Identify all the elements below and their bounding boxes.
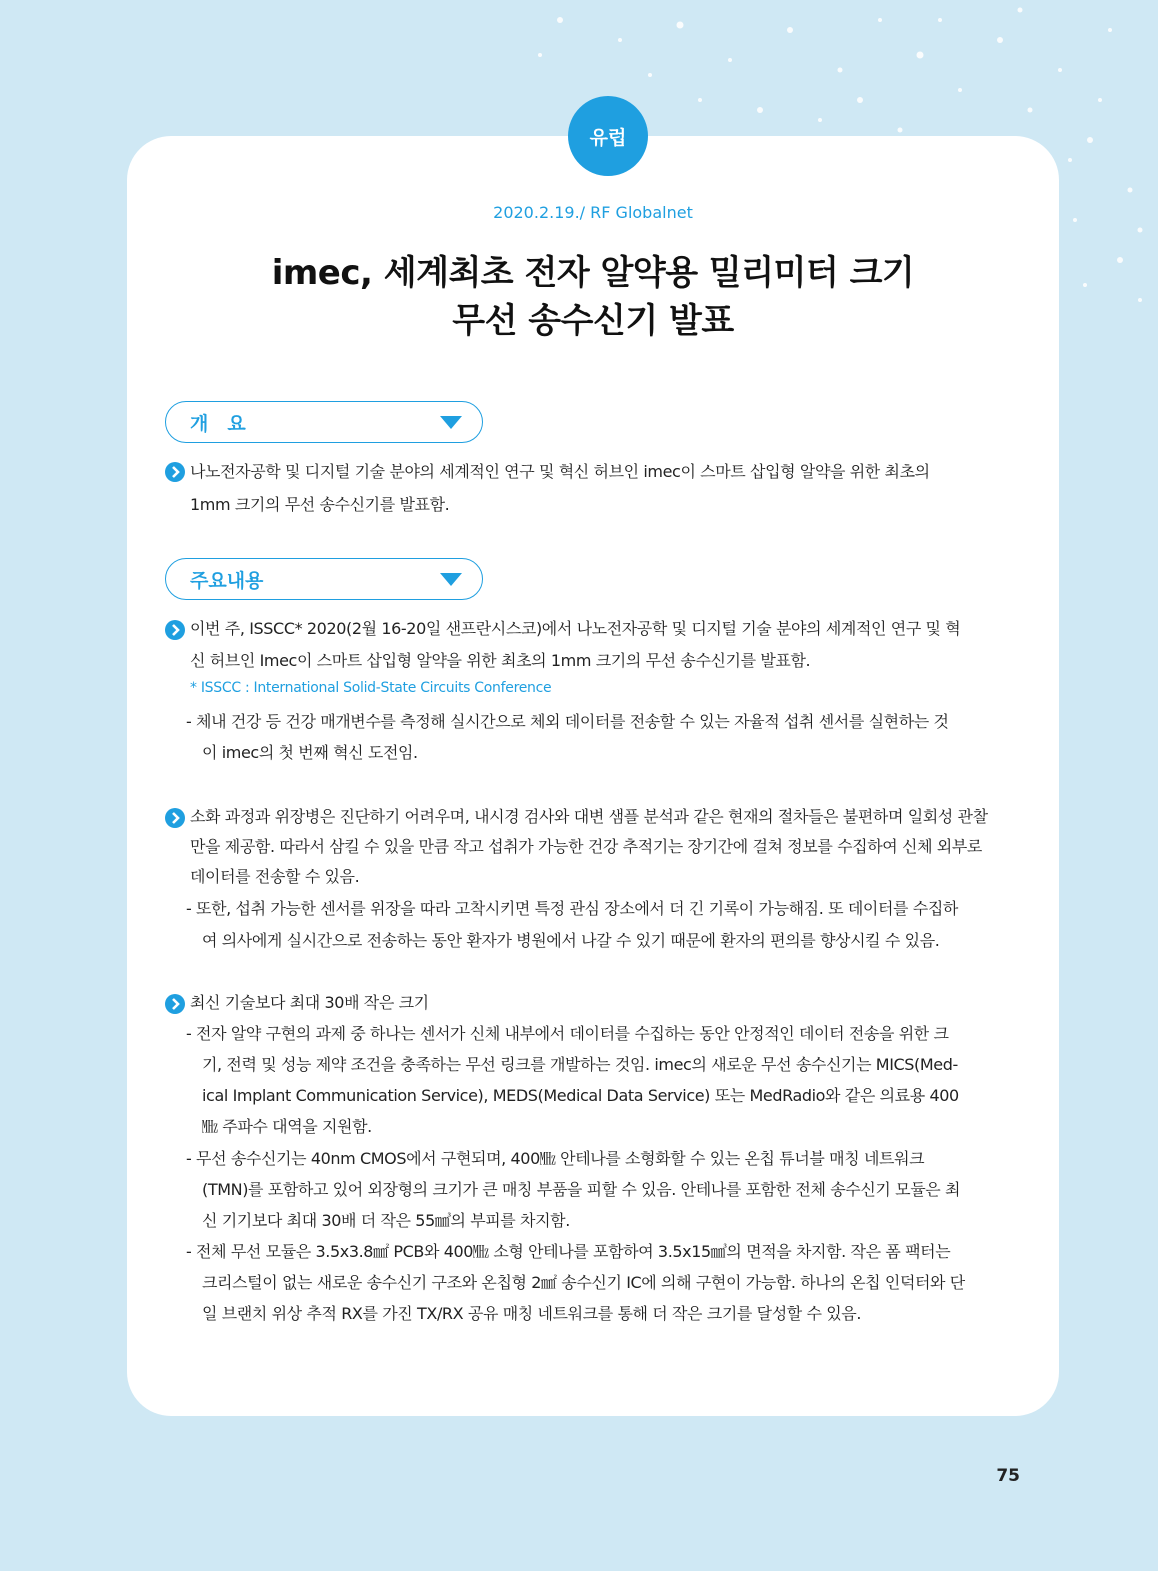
article-title — [127, 249, 1059, 345]
main-bullet-3-sub-3-line-3: 일 브랜치 위상 추적 RX를 가진 TX/RX 공유 매칭 네트워크를 통해 더 작은 크기를 달성할 수 있음. — [202, 1304, 862, 1323]
main-bullet-3-sub-1-line-2: 기, 전력 및 성능 제약 조건을 충족하는 무선 링크를 개발하는 것임. imec의 새로운 무선 송수신기는 MICS(Med- — [202, 1055, 958, 1074]
triangle-down-icon — [440, 416, 462, 429]
title-line-1: imec, 세계최초 전자 알약용 밀리미터 크기 — [271, 253, 915, 293]
main-bullet-3-sub-2-line-3: 신 기기보다 최대 30배 더 작은 55㎣의 부피를 차지함. — [202, 1211, 570, 1230]
main-bullet-3-sub-3-line-2: 크리스털이 없는 새로운 송수신기 구조와 온칩형 2㎟ 송수신기 IC에 의해 구현이 가능함. 하나의 온칩 인덕터와 단 — [202, 1273, 965, 1292]
chevron-right-icon — [165, 808, 185, 828]
triangle-down-icon — [440, 573, 462, 586]
main-bullet-1-line-1: 이번 주, ISSCC* 2020(2월 16-20일 샌프란시스코)에서 나노전자공학 및 디지털 기술 분야의 세계적인 연구 및 혁 — [190, 619, 961, 638]
source-date-line: 2020.2.19./ RF Globalnet — [493, 203, 693, 222]
main-bullet-1-sub-line-2: 이 imec의 첫 번째 혁신 도전임. — [202, 743, 418, 762]
chevron-right-icon — [165, 994, 185, 1014]
main-bullet-2-line-1: 소화 과정과 위장병은 진단하기 어려우며, 내시경 검사와 대변 샘플 분석과 같은 현재의 절차들은 불편하며 일회성 관찰 — [190, 807, 988, 826]
main-bullet-1-line-2: 신 허브인 Imec이 스마트 삽입형 알약을 위한 최초의 1mm 크기의 무선 송수신기를 발표함. — [190, 651, 811, 670]
section-header-main[interactable] — [165, 558, 483, 600]
main-bullet-3-sub-1-line-4: ㎒ 주파수 대역을 지원함. — [202, 1117, 372, 1136]
overview-bullet-line-1: 나노전자공학 및 디지털 기술 분야의 세계적인 연구 및 혁신 허브인 imec이 스마트 삽입형 알약을 위한 최초의 — [190, 462, 930, 481]
main-bullet-2-line-2: 만을 제공함. 따라서 삼킬 수 있을 만큼 작고 섭취가 가능한 건강 추적기는 장기간에 걸쳐 정보를 수집하여 신체 외부로 — [190, 837, 982, 856]
main-bullet-3-sub-2-line-2: (TMN)를 포함하고 있어 외장형의 크기가 큰 매칭 부품을 피할 수 있음. 안테나를 포함한 전체 송수신기 모듈은 최 — [202, 1180, 961, 1199]
main-bullet-2-sub-line-2: 여 의사에게 실시간으로 전송하는 동안 환자가 병원에서 나갈 수 있기 때문에 환자의 편의를 향상시킬 수 있음. — [202, 931, 940, 950]
footnote-isscc: * ISSCC : International Solid-State Circuits Conference — [190, 680, 552, 696]
main-bullet-3-sub-1-line-3: ical Implant Communication Service), MEDS(Medical Data Service) 또는 MedRadio와 같은 의료용 400 — [202, 1086, 959, 1105]
main-bullet-3-sub-2-line-1: - 무선 송수신기는 40nm CMOS에서 구현되며, 400㎒ 안테나를 소형화할 수 있는 온칩 튜너블 매칭 네트워크 — [186, 1149, 925, 1168]
main-bullet-3-sub-3-line-1: - 전체 무선 모듈은 3.5x3.8㎟ PCB와 400㎒ 소형 안테나를 포함하여 3.5x15㎣의 면적을 차지함. 작은 폼 팩터는 — [186, 1242, 951, 1261]
section-header-overview[interactable] — [165, 401, 483, 443]
overview-bullet-line-2: 1mm 크기의 무선 송수신기를 발표함. — [190, 495, 450, 514]
main-bullet-2-line-3: 데이터를 전송할 수 있음. — [190, 867, 360, 886]
main-bullet-1-sub-line-1: - 체내 건강 등 건강 매개변수를 측정해 실시간으로 체외 데이터를 전송할 수 있는 자율적 섭취 센서를 실현하는 것 — [186, 712, 949, 731]
chevron-right-icon — [165, 462, 185, 482]
main-bullet-3-sub-1-line-1: - 전자 알약 구현의 과제 중 하나는 센서가 신체 내부에서 데이터를 수집하는 동안 안정적인 데이터 전송을 위한 크 — [186, 1024, 949, 1043]
main-bullet-3-line-1: 최신 기술보다 최대 30배 작은 크기 — [190, 993, 429, 1012]
page-number: 75 — [996, 1466, 1020, 1486]
title-line-2: 무선 송수신기 발표 — [452, 301, 734, 341]
section-label: 개 요 — [190, 412, 246, 435]
main-bullet-2-sub-line-1: - 또한, 섭취 가능한 센서를 위장을 따라 고착시키면 특정 관심 장소에서 더 긴 기록이 가능해짐. 또 데이터를 수집하 — [186, 899, 958, 918]
section-label: 주요내용 — [190, 569, 264, 592]
chevron-right-icon — [165, 620, 185, 640]
region-badge: 유럽 — [568, 96, 648, 176]
